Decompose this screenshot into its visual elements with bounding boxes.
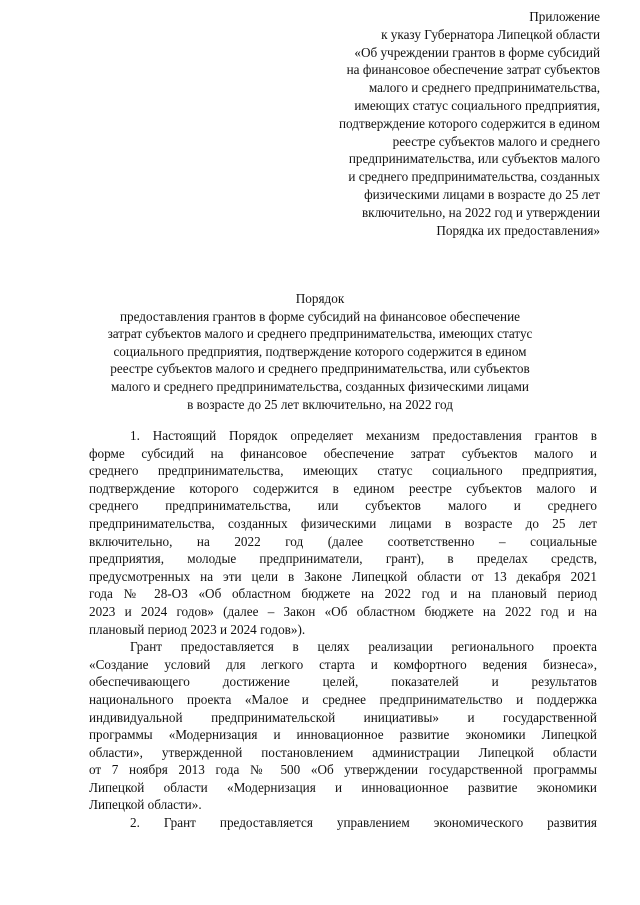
- appendix-line: малого и среднего предпринимательства,: [368, 80, 600, 96]
- text-line: программы «Модернизация и инновационное развитие экономики Липецкой: [89, 727, 597, 743]
- text-line: предусмотренных на эти цели в Законе Липецкой области от 13 декабря 2021: [89, 568, 597, 584]
- text-line: области», утвержденной постановлением администрации Липецкой области: [89, 744, 597, 760]
- text-line: предприятия, молодые предприниматели, грант), в пределах средств,: [89, 551, 597, 567]
- title-line: реестре субъектов малого и среднего предпринимательства, или субъектов: [110, 361, 530, 377]
- appendix-line: включительно, на 2022 год и утверждении: [361, 204, 600, 220]
- text-line: среднего предпринимательства, или субъектов малого и среднего: [89, 498, 597, 514]
- appendix-block: [260, 8, 600, 239]
- text-line: предпринимательства, созданных физическими лицами в возрасте до 25 лет: [89, 515, 597, 531]
- text-line: Липецкой области».: [89, 797, 202, 813]
- title-line: затрат субъектов малого и среднего предпринимательства, имеющих статус: [107, 326, 533, 342]
- appendix-line: и среднего предпринимательства, созданных: [348, 169, 600, 185]
- text-line: среднего предпринимательства, имеющих статус социального предприятия,: [89, 463, 597, 479]
- text-line: 2023 и 2024 годов» (далее – Закон «Об областном бюджете на 2022 год и на: [89, 603, 597, 619]
- text-line: «Создание условий для легкого старта и комфортного ведения бизнеса»,: [89, 656, 597, 672]
- document-body: [89, 427, 597, 832]
- appendix-line: имеющих статус социального предприятия,: [354, 97, 600, 113]
- text-line: от 7 ноября 2013 года № 500 «Об утверждении государственной программы: [89, 762, 597, 778]
- text-line: Липецкой области «Модернизация и инновационное развитие экономики: [89, 779, 597, 795]
- text-line: 1. Настоящий Порядок определяет механизм предоставления грантов в: [130, 428, 597, 443]
- text-line: Грант предоставляется в целях реализации регионального проекта: [130, 639, 597, 655]
- text-line: подтверждение которого содержится в едином реестре субъектов малого и: [89, 480, 597, 496]
- text-line: индивидуальной предпринимательской инициативы» и государственной: [89, 709, 597, 725]
- text-line: обеспечивающего достижение целей, показателей и результатов: [89, 674, 597, 690]
- title-line: предоставления грантов в форме субсидий на финансовое обеспечение: [119, 308, 521, 324]
- paragraph-1: [89, 427, 597, 638]
- text-line: включительно, на 2022 год (далее соответственно – социальные: [89, 533, 597, 549]
- text-line: года № 28-ОЗ «Об областном бюджете на 2022 год и на плановый период: [89, 586, 597, 602]
- appendix-line: Приложение: [529, 9, 600, 24]
- appendix-line: к указу Губернатора Липецкой области: [381, 26, 600, 42]
- document-title: [70, 290, 570, 413]
- title-heading: Порядок: [295, 291, 345, 306]
- appendix-line: физическими лицами в возрасте до 25 лет: [364, 186, 600, 202]
- paragraph-3: [89, 814, 597, 832]
- appendix-line: подтверждение которого содержится в едином: [338, 115, 600, 131]
- text-line: форме субсидий на финансовое обеспечение затрат субъектов малого и: [89, 445, 597, 461]
- appendix-line: на финансовое обеспечение затрат субъектов: [346, 62, 600, 78]
- appendix-line: «Об учреждении грантов в форме субсидий: [354, 44, 600, 60]
- appendix-line: Порядка их предоставления»: [436, 222, 600, 238]
- appendix-line: реестре субъектов малого и среднего: [392, 133, 600, 149]
- text-line: национального проекта «Малое и среднее предпринимательство и поддержка: [89, 691, 597, 707]
- appendix-line: предпринимательства, или субъектов малого: [348, 151, 600, 167]
- title-line: социального предприятия, подтверждение которого содержится в едином: [113, 343, 527, 359]
- title-line: в возрасте до 25 лет включительно, на 2022 год: [187, 396, 453, 412]
- text-line: 2. Грант предоставляется управлением экономического развития: [130, 815, 597, 831]
- paragraph-2: [89, 638, 597, 814]
- text-line: плановый период 2023 и 2024 годов»).: [89, 621, 306, 637]
- title-line: малого и среднего предпринимательства, созданных физическими лицами: [111, 378, 529, 394]
